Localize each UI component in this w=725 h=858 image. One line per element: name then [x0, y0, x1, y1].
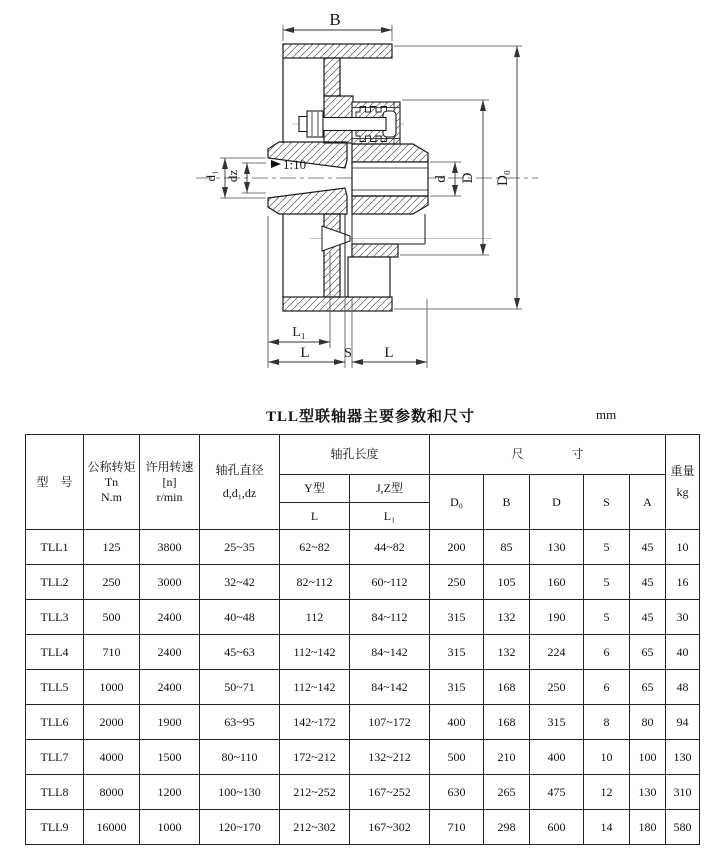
table-cell: 142~172 — [280, 705, 350, 740]
table-cell: 130 — [630, 775, 666, 810]
model-cell: TLL7 — [26, 740, 84, 775]
table-cell: 25~35 — [200, 530, 280, 565]
wheel-rim-top — [283, 44, 392, 58]
wheel-rim-bottom — [283, 297, 392, 311]
table-cell: 600 — [530, 810, 584, 845]
table-row — [26, 705, 700, 740]
table-caption — [0, 403, 725, 429]
table-cell: 112 — [280, 600, 350, 635]
table-cell: 16 — [666, 565, 700, 600]
table-cell: 84~142 — [350, 670, 430, 705]
header-jz-type: J,Z型 — [350, 475, 430, 503]
header-D: D — [530, 475, 584, 530]
wheel-web-lower — [324, 214, 340, 297]
unit-label: mm — [596, 407, 617, 422]
table-cell: 8000 — [84, 775, 140, 810]
table-cell: 710 — [84, 635, 140, 670]
table-cell: 2400 — [140, 635, 200, 670]
table-cell: 265 — [484, 775, 530, 810]
table-cell: 1000 — [84, 670, 140, 705]
table-cell: 250 — [530, 670, 584, 705]
table-cell: 315 — [430, 670, 484, 705]
coupling-section-drawing — [0, 0, 725, 395]
table-cell: 14 — [584, 810, 630, 845]
table-cell: 168 — [484, 705, 530, 740]
table-cell: 200 — [430, 530, 484, 565]
table-cell: 5 — [584, 530, 630, 565]
model-cell: TLL6 — [26, 705, 84, 740]
table-cell: 475 — [530, 775, 584, 810]
table-cell: 48 — [666, 670, 700, 705]
model-cell: TLL4 — [26, 635, 84, 670]
table-cell: 250 — [84, 565, 140, 600]
table-body — [26, 530, 700, 845]
table-cell: 125 — [84, 530, 140, 565]
header-model: 型 号 — [26, 435, 84, 530]
table-cell: 400 — [430, 705, 484, 740]
table-cell: 40~48 — [200, 600, 280, 635]
wheel-web-upper — [324, 58, 340, 96]
table-cell: 6 — [584, 635, 630, 670]
table-cell: 6 — [584, 670, 630, 705]
table-cell: 45 — [630, 530, 666, 565]
header-L: L — [280, 503, 350, 530]
table-cell: 50~71 — [200, 670, 280, 705]
model-cell: TLL3 — [26, 600, 84, 635]
table-cell: 100 — [630, 740, 666, 775]
table-cell: 167~302 — [350, 810, 430, 845]
table-row — [26, 670, 700, 705]
taper-arrow-icon — [271, 160, 281, 168]
table-cell: 2400 — [140, 600, 200, 635]
table-cell: 315 — [430, 635, 484, 670]
table-cell: 10 — [584, 740, 630, 775]
right-hub-lower-flange — [352, 196, 428, 214]
header-D0: D₀ — [430, 475, 484, 530]
right-hub-lower-block — [348, 257, 390, 297]
table-cell: 132 — [484, 635, 530, 670]
header-dimensions: 尺 寸 — [430, 435, 666, 475]
table-cell: 80 — [630, 705, 666, 740]
table-cell: 60~112 — [350, 565, 430, 600]
table-cell: 105 — [484, 565, 530, 600]
table-cell: 310 — [666, 775, 700, 810]
table-cell: 130 — [666, 740, 700, 775]
bolt-shaft — [322, 118, 386, 131]
table-cell: 44~82 — [350, 530, 430, 565]
table-cell: 40 — [666, 635, 700, 670]
table-cell: 212~252 — [280, 775, 350, 810]
dim-label-d1: d₁ — [203, 170, 218, 182]
table-cell: 12 — [584, 775, 630, 810]
model-cell: TLL2 — [26, 565, 84, 600]
table-cell: 210 — [484, 740, 530, 775]
header-B: B — [484, 475, 530, 530]
table-cell: 630 — [430, 775, 484, 810]
model-cell: TLL9 — [26, 810, 84, 845]
table-cell: 112~142 — [280, 670, 350, 705]
table-cell: 168 — [484, 670, 530, 705]
table-row — [26, 635, 700, 670]
table-cell: 190 — [530, 600, 584, 635]
table-cell: 212~302 — [280, 810, 350, 845]
table-cell: 45 — [630, 565, 666, 600]
dim-label-d: d — [433, 175, 449, 183]
header-torque: 公称转矩 Tn N.m — [84, 435, 140, 530]
table-cell: 400 — [530, 740, 584, 775]
table-cell: 45 — [630, 600, 666, 635]
dim-label-L-right: L — [384, 345, 394, 361]
table-cell: 315 — [430, 600, 484, 635]
table-cell: 107~172 — [350, 705, 430, 740]
table-row — [26, 775, 700, 810]
header-A: A — [630, 475, 666, 530]
table-cell: 32~42 — [200, 565, 280, 600]
table-cell: 120~170 — [200, 810, 280, 845]
bolt-nut — [307, 111, 323, 137]
table-cell: 65 — [630, 670, 666, 705]
table-cell: 63~95 — [200, 705, 280, 740]
table-cell: 2400 — [140, 670, 200, 705]
table-cell: 250 — [430, 565, 484, 600]
table-cell: 84~142 — [350, 635, 430, 670]
table-cell: 1200 — [140, 775, 200, 810]
table-cell: 5 — [584, 565, 630, 600]
table-cell: 4000 — [84, 740, 140, 775]
table-cell: 500 — [84, 600, 140, 635]
table-cell: 224 — [530, 635, 584, 670]
parameters-table — [25, 434, 700, 845]
dim-label-L-left: L — [300, 345, 310, 361]
table-cell: 62~82 — [280, 530, 350, 565]
header-y-type: Y型 — [280, 475, 350, 503]
table-cell: 130 — [530, 530, 584, 565]
right-hub-upper-flange — [352, 144, 428, 162]
table-cell: 80~110 — [200, 740, 280, 775]
table-cell: 172~212 — [280, 740, 350, 775]
table-cell: 132 — [484, 600, 530, 635]
model-cell: TLL1 — [26, 530, 84, 565]
right-hub — [348, 144, 428, 297]
table-cell: 85 — [484, 530, 530, 565]
dim-label-dz: dz — [225, 169, 240, 183]
header-S: S — [584, 475, 630, 530]
table-cell: 180 — [630, 810, 666, 845]
table-cell: 10 — [666, 530, 700, 565]
table-cell: 16000 — [84, 810, 140, 845]
table-cell: 112~142 — [280, 635, 350, 670]
dim-label-S: S — [344, 346, 352, 361]
table-row — [26, 565, 700, 600]
dim-label-D: D — [460, 172, 476, 184]
table-row — [26, 740, 700, 775]
taper-label: 1:10 — [283, 157, 307, 172]
table-cell: 65 — [630, 635, 666, 670]
table-cell: 315 — [530, 705, 584, 740]
table-cell: 1900 — [140, 705, 200, 740]
table-row — [26, 530, 700, 565]
header-weight: 重量 kg — [666, 435, 700, 530]
table-row — [26, 600, 700, 635]
right-hub-bore — [352, 162, 428, 196]
header-bore-diameter: 轴孔直径 d,d₁,dz — [200, 435, 280, 530]
table-cell: 82~112 — [280, 565, 350, 600]
table-cell: 2000 — [84, 705, 140, 740]
dim-label-D0: D₀ — [495, 169, 511, 187]
table-cell: 45~63 — [200, 635, 280, 670]
table-cell: 132~212 — [350, 740, 430, 775]
table-cell: 160 — [530, 565, 584, 600]
dim-label-L1: L₁ — [292, 325, 306, 340]
table-cell: 1500 — [140, 740, 200, 775]
table-cell: 3800 — [140, 530, 200, 565]
table-cell: 30 — [666, 600, 700, 635]
table-cell: 167~252 — [350, 775, 430, 810]
left-hub-lower-flange — [268, 188, 347, 214]
header-speed: 许用转速 [n] r/min — [140, 435, 200, 530]
header-L1: L₁ — [350, 503, 430, 530]
table-cell: 710 — [430, 810, 484, 845]
table-cell: 94 — [666, 705, 700, 740]
table-cell: 298 — [484, 810, 530, 845]
bolt-head — [299, 117, 307, 132]
header-bore-length: 轴孔长度 — [280, 435, 430, 475]
table-cell: 3000 — [140, 565, 200, 600]
table-title: TLL型联轴器主要参数和尺寸 — [266, 409, 476, 425]
table-cell: 8 — [584, 705, 630, 740]
dim-label-B: B — [329, 10, 341, 29]
table-cell: 84~112 — [350, 600, 430, 635]
table-cell: 5 — [584, 600, 630, 635]
table-cell: 1000 — [140, 810, 200, 845]
right-hub-step — [352, 244, 398, 257]
model-cell: TLL8 — [26, 775, 84, 810]
table-cell: 500 — [430, 740, 484, 775]
table-row — [26, 810, 700, 845]
table-cell: 580 — [666, 810, 700, 845]
model-cell: TLL5 — [26, 670, 84, 705]
table-cell: 100~130 — [200, 775, 280, 810]
